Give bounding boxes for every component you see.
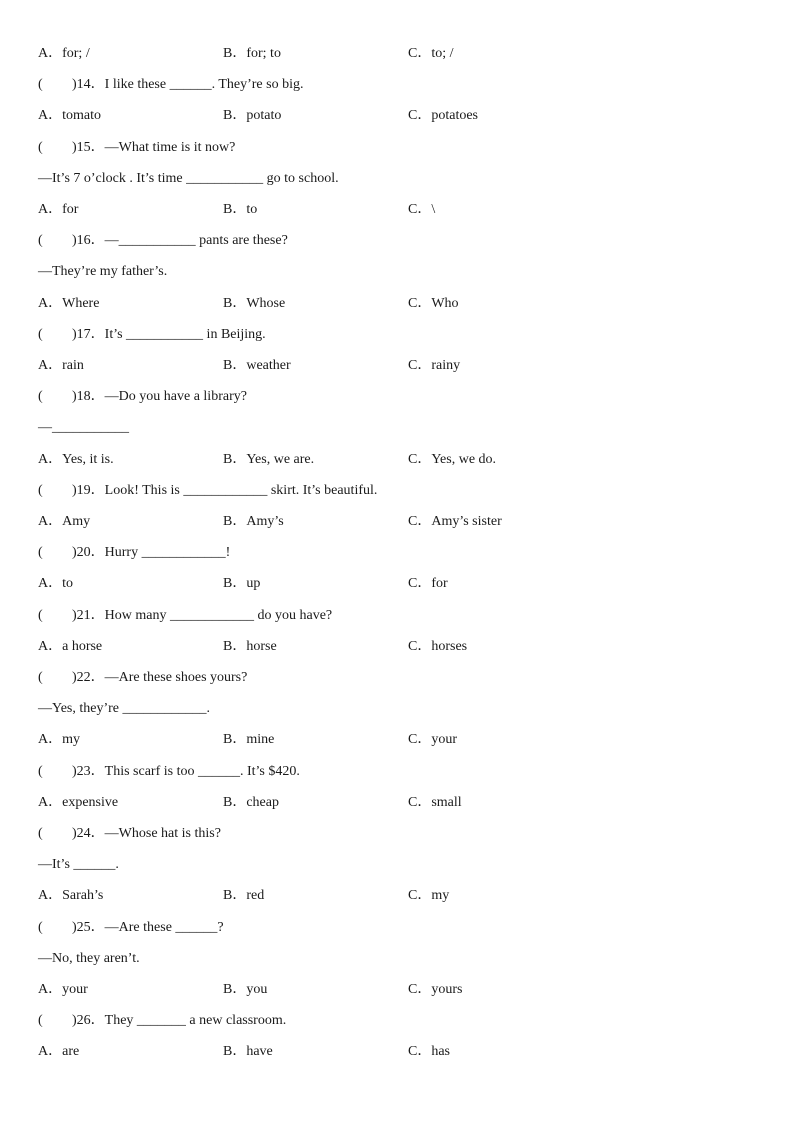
question-line bbox=[38, 543, 230, 563]
question-text: )21．How many ____________ do you have? bbox=[72, 608, 333, 623]
dialogue-line: —They’re my father’s. bbox=[38, 264, 168, 279]
question-line bbox=[38, 387, 247, 407]
option-b: B．weather bbox=[223, 358, 291, 373]
option-b: B．you bbox=[223, 982, 268, 997]
option-b: B．up bbox=[223, 576, 261, 591]
question-line bbox=[38, 668, 247, 688]
question-text: )14．I like these ______. They’re so big. bbox=[72, 77, 304, 92]
option-a: A．Where bbox=[38, 296, 100, 311]
question-line bbox=[38, 231, 288, 251]
question-line bbox=[38, 606, 332, 626]
option-a: A．my bbox=[38, 732, 80, 747]
option-c: C．horses bbox=[408, 639, 468, 654]
option-b: B．Amy’s bbox=[223, 514, 284, 529]
answer-bracket: ( bbox=[38, 608, 43, 623]
answer-bracket: ( bbox=[38, 920, 43, 935]
option-b: B．Yes, we are. bbox=[223, 452, 315, 467]
option-c: C．your bbox=[408, 732, 457, 747]
option-a: A．rain bbox=[38, 358, 84, 373]
dialogue-line: —It’s 7 o’clock . It’s time ___________ go to school. bbox=[38, 171, 339, 186]
question-text: )23．This scarf is too ______. It’s $420. bbox=[72, 764, 300, 779]
question-line bbox=[38, 325, 266, 345]
question-text: )15．—What time is it now? bbox=[72, 140, 236, 155]
question-text: )26．They _______ a new classroom. bbox=[72, 1013, 287, 1028]
option-b: B．red bbox=[223, 888, 265, 903]
dialogue-line: —No, they aren’t. bbox=[38, 951, 140, 966]
question-line bbox=[38, 762, 300, 782]
answer-bracket: ( bbox=[38, 77, 43, 92]
answer-bracket: ( bbox=[38, 389, 43, 404]
question-line bbox=[38, 75, 303, 95]
option-c: C．Yes, we do. bbox=[408, 452, 497, 467]
option-b: B．mine bbox=[223, 732, 275, 747]
option-c: C．for bbox=[408, 576, 448, 591]
question-line bbox=[38, 824, 221, 844]
option-b: B．cheap bbox=[223, 795, 279, 810]
option-a: A．Yes, it is. bbox=[38, 452, 114, 467]
option-b: B．horse bbox=[223, 639, 277, 654]
option-a: A．Sarah’s bbox=[38, 888, 104, 903]
answer-bracket: ( bbox=[38, 140, 43, 155]
option-a: A．to bbox=[38, 576, 73, 591]
answer-bracket: ( bbox=[38, 483, 43, 498]
question-text: )19．Look! This is ____________ skirt. It’s beautiful. bbox=[72, 483, 378, 498]
option-c: C．Amy’s sister bbox=[408, 514, 502, 529]
answer-bracket: ( bbox=[38, 233, 43, 248]
question-text: )20．Hurry ____________! bbox=[72, 545, 231, 560]
option-a: A．your bbox=[38, 982, 88, 997]
option-a: A．for bbox=[38, 202, 79, 217]
option-c: C．my bbox=[408, 888, 450, 903]
dialogue-line: —It’s ______. bbox=[38, 857, 119, 872]
option-c: C．to; / bbox=[408, 46, 454, 61]
option-c: C．rainy bbox=[408, 358, 461, 373]
option-c: C．potatoes bbox=[408, 108, 478, 123]
question-line bbox=[38, 918, 224, 938]
option-b: B．Whose bbox=[223, 296, 286, 311]
question-line bbox=[38, 481, 377, 501]
option-c: C．\ bbox=[408, 202, 436, 217]
option-b: B．to bbox=[223, 202, 258, 217]
answer-bracket: ( bbox=[38, 327, 43, 342]
answer-bracket: ( bbox=[38, 670, 43, 685]
dialogue-line: —___________ bbox=[38, 420, 129, 435]
question-text: )16．—___________ pants are these? bbox=[72, 233, 288, 248]
dialogue-line: —Yes, they’re ____________. bbox=[38, 701, 211, 716]
option-b: B．for; to bbox=[223, 46, 281, 61]
option-c: C．has bbox=[408, 1044, 450, 1059]
question-text: )25．—Are these ______? bbox=[72, 920, 224, 935]
question-text: )24．—Whose hat is this? bbox=[72, 826, 221, 841]
option-a: A．Amy bbox=[38, 514, 91, 529]
option-c: C．small bbox=[408, 795, 462, 810]
question-line bbox=[38, 1011, 286, 1031]
option-a: A．expensive bbox=[38, 795, 119, 810]
option-a: A．a horse bbox=[38, 639, 103, 654]
option-c: C．Who bbox=[408, 296, 459, 311]
question-text: )22．—Are these shoes yours? bbox=[72, 670, 248, 685]
answer-bracket: ( bbox=[38, 545, 43, 560]
answer-bracket: ( bbox=[38, 764, 43, 779]
question-line bbox=[38, 138, 235, 158]
answer-bracket: ( bbox=[38, 826, 43, 841]
option-b: B．have bbox=[223, 1044, 273, 1059]
option-a: A．for; / bbox=[38, 46, 90, 61]
option-a: A．tomato bbox=[38, 108, 101, 123]
option-b: B．potato bbox=[223, 108, 282, 123]
answer-bracket: ( bbox=[38, 1013, 43, 1028]
question-text: )18．—Do you have a library? bbox=[72, 389, 247, 404]
option-c: C．yours bbox=[408, 982, 463, 997]
option-a: A．are bbox=[38, 1044, 80, 1059]
question-text: )17．It’s ___________ in Beijing. bbox=[72, 327, 266, 342]
